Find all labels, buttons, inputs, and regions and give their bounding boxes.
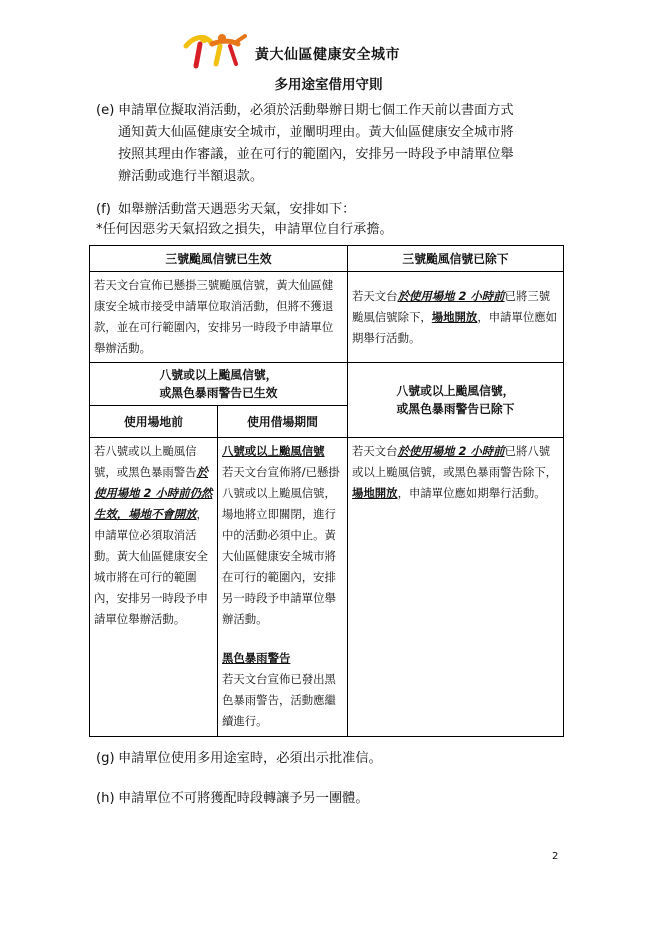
clause-text: 如舉辦活動當天遇惡劣天氣，安排如下： [118,202,356,217]
t3-active-header: 三號颱風信號已生效 [90,246,348,272]
clause-label: (h) [96,791,115,806]
clause-line: 申請單位擬取消活動，必須於活動舉辦日期七個工作天前以書面方式 [118,103,514,118]
clause-e [96,100,566,188]
black-rain-subheading: 黑色暴雨警告 [222,651,291,665]
t8-subheading: 八號或以上颱風信號 [222,444,325,458]
during-use-header: 使用借場期間 [218,406,348,438]
clause-text: 申請單位不可將獲配時段轉讓予另一團體。 [118,791,369,806]
venue-closed: 場地不會開放 [128,507,197,521]
t8-active-header: 八號或以上颱風信號， 或黑色暴雨警告已生效 [90,363,348,406]
clause-h [96,788,566,810]
t8-lowered-cell: 若天文台於使用場地 2 小時前已將八號或以上颱風信號，或黑色暴雨警告除下，場地開放，申請單位應如期舉行活動。 [348,438,564,737]
clause-label: (f) [96,202,111,217]
clause-line: 辦活動或進行半額退款。 [118,169,264,184]
before-use-header: 使用場地前 [90,406,218,438]
clause-line: 按照其理由作審議，並在可行的範圍內，安排另一時段予申請單位舉 [118,147,514,162]
t8-lowered-header: 八號或以上颱風信號， 或黑色暴雨警告已除下 [348,363,564,438]
time-condition: 於使用場地 2 小時前 [397,444,505,458]
clause-g [96,748,566,770]
weather-arrangement-table [89,245,564,737]
clause-text: 申請單位使用多用途室時，必須出示批准信。 [118,751,382,766]
venue-open: 場地開放 [431,309,478,324]
t3-active-cell: 若天文台宣佈已懸掛三號颱風信號，黃大仙區健康安全城市接受申請單位取消活動，但將不獲退款，並在可行範圍內，安排另一時段予申請單位舉辦活動。 [90,272,348,363]
clause-f [96,200,566,240]
t3-lowered-header: 三號颱風信號已除下 [348,246,564,272]
city-logo [182,30,248,70]
before-use-cell: 若八號或以上颱風信號，或黑色暴雨警告於使用場地 2 小時前仍然生效，場地不會開放，申請單位必須取消活動。黃大仙區健康安全城市將在可行的範圍內，安排另一時段予申請單位舉辦活動。 [90,438,218,737]
time-condition: 於使用場地 2 小時前 [397,288,505,303]
clause-label: (g) [96,751,115,766]
during-use-cell: 八號或以上颱風信號 若天文台宣佈將/已懸掛八號或以上颱風信號，場地將立即關閉，進行中的活動必須中止。黃大仙區健康安全城市將在可行的範圍內，安排另一時段予申請單位舉辦活動。 黑色暴雨警告 若天文台宣佈已發出黑色暴雨警告，活動應繼續進行。 [218,438,348,737]
t3-lowered-cell: 若天文台於使用場地 2 小時前已將三號颱風信號除下，場地開放，申請單位應如期舉行活動。 [348,272,564,363]
clause-note: *任何因惡劣天氣招致之損失，申請單位自行承擔。 [96,222,393,237]
clause-label: (e) [96,103,115,118]
organization-name: 黃大仙區健康安全城市 [255,47,400,63]
venue-open: 場地開放 [352,486,398,500]
time-condition: 於使用場地 2 小時前仍然生效， [94,465,213,521]
page-number: 2 [552,851,559,862]
clause-line: 通知黃大仙區健康安全城市，並闡明理由。黃大仙區健康安全城市將 [118,125,514,140]
document-title: 多用途室借用守則 [274,77,383,93]
